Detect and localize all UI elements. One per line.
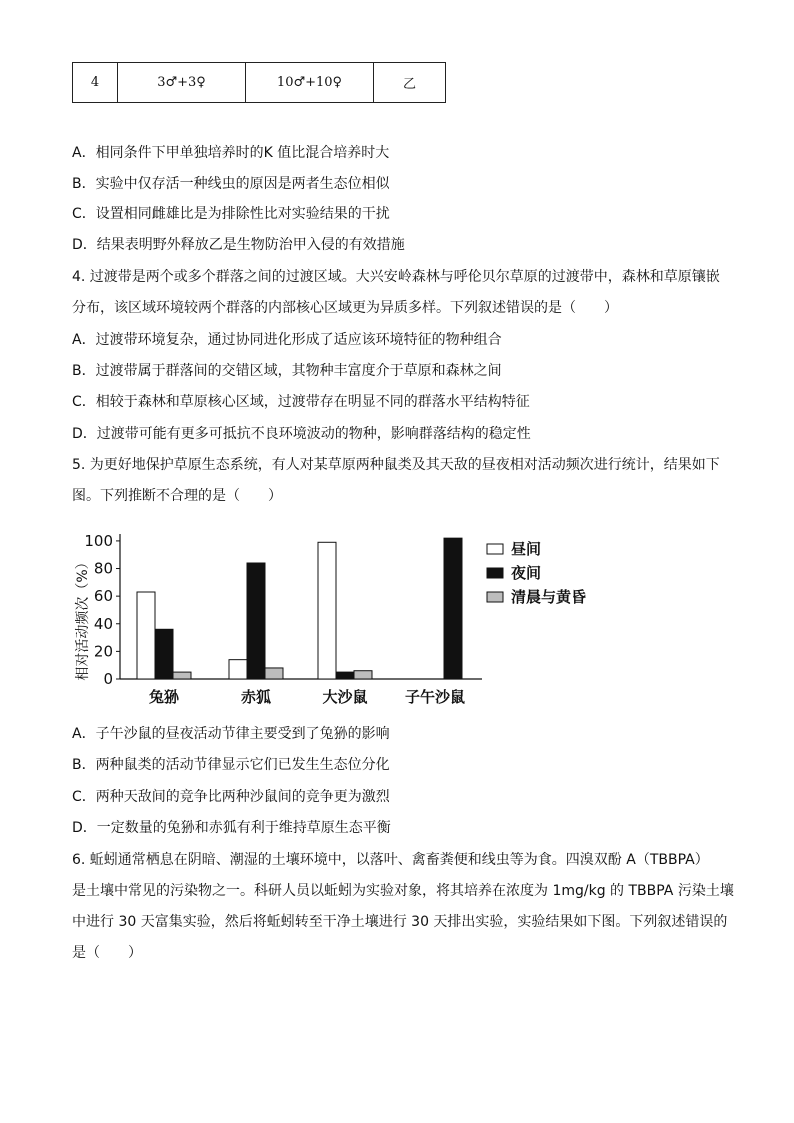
legend-label: 昼间 xyxy=(511,540,542,558)
legend-swatch xyxy=(487,592,503,602)
q6-stem-line-1: 6. 蚯蚓通常栖息在阴暗、潮湿的土壤环境中，以落叶、禽畜粪便和线虫等为食。四溴双酚 A（TBBPA） xyxy=(72,852,709,868)
y-tick-label: 80 xyxy=(93,559,113,578)
bar-night xyxy=(247,563,265,679)
bar-day xyxy=(137,592,155,679)
q4-option-c: C．相较于森林和草原核心区域，过渡带存在明显不同的群落水平结构特征 xyxy=(72,394,530,410)
bar-night xyxy=(155,629,173,679)
table-cell-group: 4 xyxy=(73,63,118,103)
y-tick-label: 20 xyxy=(93,642,113,661)
bar-dawn-dusk xyxy=(173,672,191,679)
bar-night xyxy=(336,672,354,679)
activity-bar-chart xyxy=(70,522,630,712)
q5-option-a: A．子午沙鼠的昼夜活动节律主要受到了兔狲的影响 xyxy=(72,726,390,742)
q6-stem-line-3: 中进行 30 天富集实验，然后将蚯蚓转至干净土壤进行 30 天排出实验，实验结果如下图。下列叙述错误的 xyxy=(72,914,728,930)
y-tick-label: 0 xyxy=(103,670,113,688)
legend-swatch xyxy=(487,544,503,554)
bar-dawn-dusk xyxy=(354,671,372,679)
x-category-label: 子午沙鼠 xyxy=(404,688,466,706)
y-tick-label: 40 xyxy=(93,614,113,633)
bar-night xyxy=(444,538,462,679)
bar-day xyxy=(229,660,247,679)
q3-option-a: A．相同条件下甲单独培养时的K 值比混合培养时大 xyxy=(72,145,390,161)
table-cell-species-a: 3♂+3♀ xyxy=(118,63,246,103)
legend-label: 清晨与黄昏 xyxy=(511,588,587,606)
y-tick-label: 100 xyxy=(84,531,113,550)
q4-option-a: A．过渡带环境复杂，通过协同进化形成了适应该环境特征的物种组合 xyxy=(72,332,502,348)
q5-option-d: D．一定数量的兔狲和赤狐有利于维持草原生态平衡 xyxy=(72,820,391,836)
q5-stem-line-1: 5. 为更好地保护草原生态系统，有人对某草原两种鼠类及其天敌的昼夜相对活动频次进行统计，结果如下 xyxy=(72,457,720,473)
q6-stem-line-2: 是土壤中常见的污染物之一。科研人员以蚯蚓为实验对象，将其培养在浓度为 1mg/kg 的 TBBPA 污染土壤 xyxy=(72,883,734,899)
x-category-label: 大沙鼠 xyxy=(322,688,368,706)
q4-option-d: D．过渡带可能有更多可抵抗不良环境波动的物种，影响群落结构的稳定性 xyxy=(72,426,531,442)
table-cell-species-b: 10♂+10♀ xyxy=(246,63,374,103)
y-tick-label: 60 xyxy=(93,587,113,606)
q4-stem-line-2: 分布，该区域环境较两个群落的内部核心区域更为异质多样。下列叙述错误的是（ ） xyxy=(72,300,618,316)
q3-option-b: B．实验中仅存活一种线虫的原因是两者生态位相似 xyxy=(72,176,390,192)
y-axis-label: 相对活动频次（%） xyxy=(75,555,91,681)
q6-stem-line-4: 是（ ） xyxy=(72,945,142,961)
q3-option-c: C．设置相同雌雄比是为排除性比对实验结果的干扰 xyxy=(72,206,390,222)
q3-option-d: D．结果表明野外释放乙是生物防治甲入侵的有效措施 xyxy=(72,237,405,253)
x-category-label: 赤狐 xyxy=(240,688,272,706)
q4-stem-line-1: 4. 过渡带是两个或多个群落之间的过渡区域。大兴安岭森林与呼伦贝尔草原的过渡带中，森林和草原镶嵌 xyxy=(72,269,720,285)
experiment-table xyxy=(72,62,446,103)
q5-option-c: C．两种天敌间的竞争比两种沙鼠间的竞争更为激烈 xyxy=(72,789,390,805)
table-row xyxy=(73,63,446,103)
x-category-label: 兔狲 xyxy=(148,688,180,706)
table-cell-result: 乙 xyxy=(374,63,446,103)
q4-option-b: B．过渡带属于群落间的交错区域，其物种丰富度介于草原和森林之间 xyxy=(72,363,502,379)
q5-option-b: B．两种鼠类的活动节律显示它们已发生生态位分化 xyxy=(72,757,390,773)
q5-stem-line-2: 图。下列推断不合理的是（ ） xyxy=(72,488,282,504)
bar-dawn-dusk xyxy=(265,668,283,679)
legend-swatch xyxy=(487,568,503,578)
bar-day xyxy=(318,542,336,679)
legend-label: 夜间 xyxy=(511,564,542,582)
